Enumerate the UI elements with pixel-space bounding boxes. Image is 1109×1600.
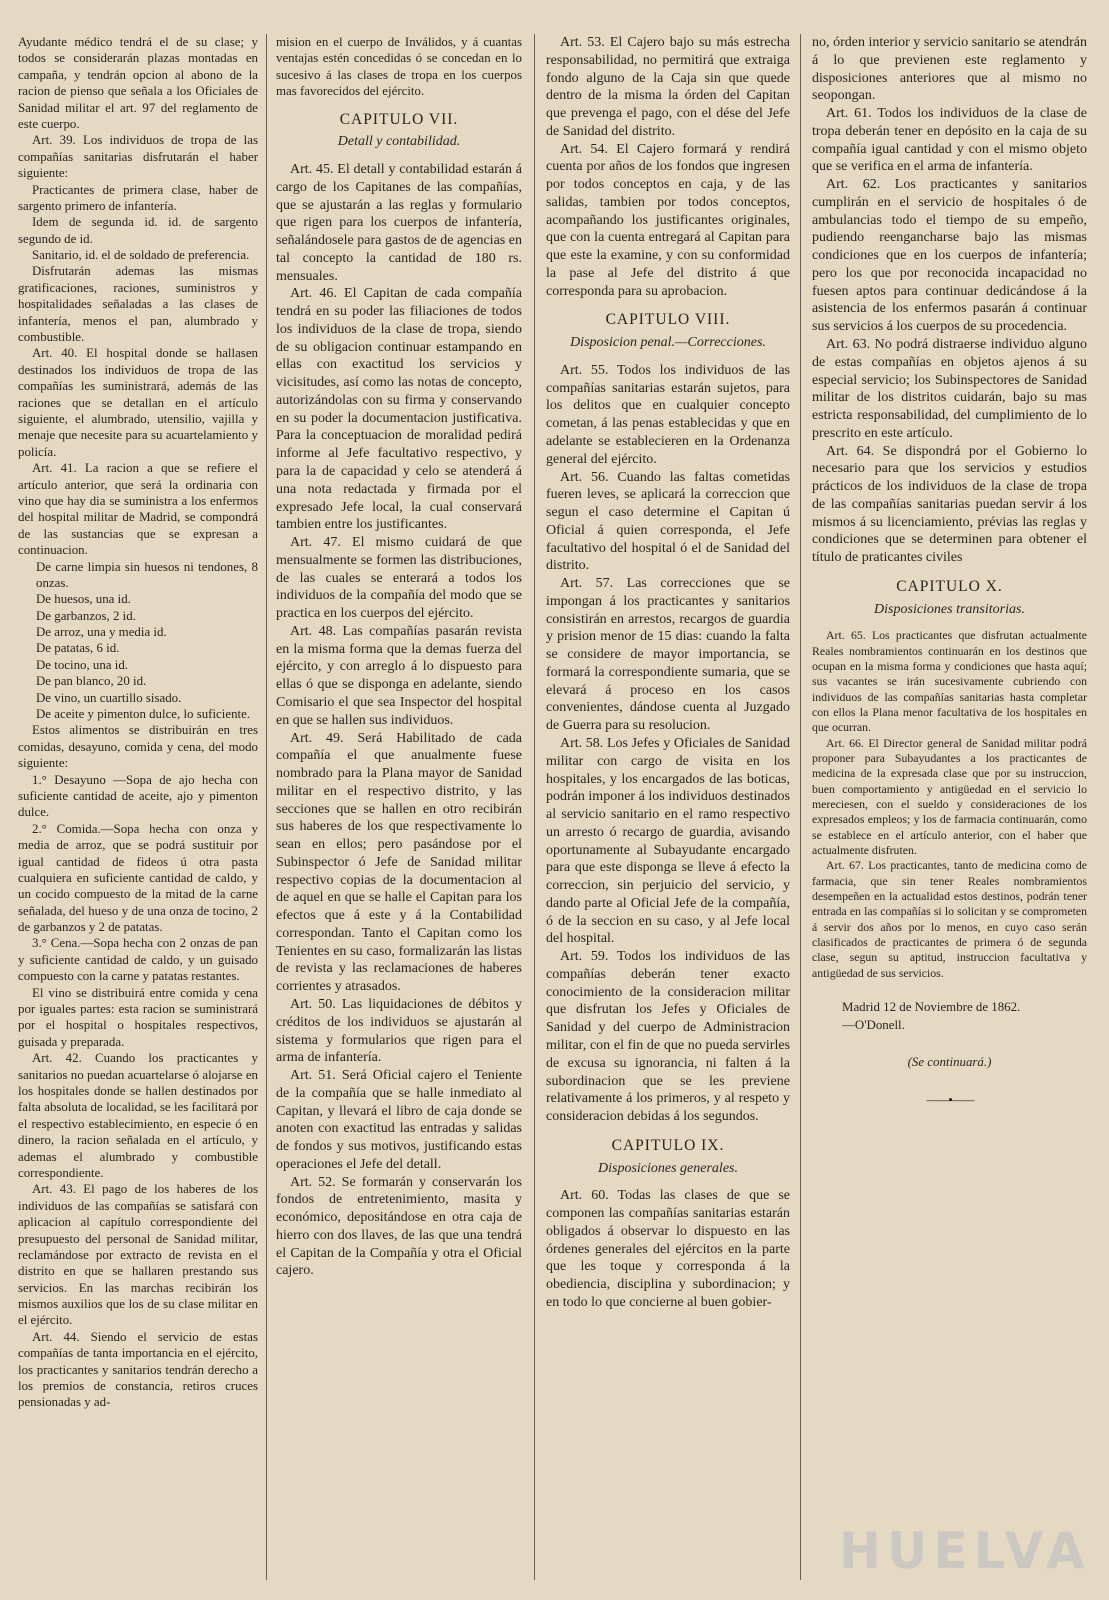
article-52: Art. 52. Se formarán y conservarán los fondos de entretenimiento, masita y económico, depositándose en otra caja de hierro con dos llaves, de las que una tendrá el Capitan de la Compañía y otra el Oficial cajero. (276, 1174, 522, 1279)
chapter-heading: CAPITULO X. (896, 577, 1003, 595)
paragraph: Idem de segunda id. id. de sargento segundo de id. (18, 215, 258, 246)
chapter-heading: CAPITULO IX. (611, 1136, 725, 1154)
article-56: Art. 56. Cuando las faltas cometidas fueren leves, se aplicará la correccion que segun el caso determine el Capitan ú Oficial á quien corresponda, el Jefe facultativo del hospital ó el de Sanidad del distrito. (546, 469, 790, 574)
paragraph: mision en el cuerpo de Inválidos, y á cuantas ventajas estén concedidas ó se concedan en lo sucesivo á las clases de tropa en los cuerpos mas favorecidos del ejército. (276, 35, 522, 99)
article-40: Art. 40. El hospital donde se hallasen destinados los individuos de tropa de las compañías les suministrará, además de las raciones que se detallan en el artículo siguiente, el alumbrado, utensilio, vajilla y menaje que necesite para su acuartelamiento y policía. (18, 346, 258, 459)
article-45: Art. 45. El detall y contabilidad estarán á cargo de los Capitanes de las compañías, que se ajustarán a las reglas y formulario que rigen para los cuerpos de infantería, señalándosele para gastos de de agencias en tal concepto la cantidad de 180 rs. mensuales. (276, 162, 522, 284)
article-55: Art. 55. Todos los individuos de las compañías sanitarias estarán sujetos, para los delitos que en cualquier concepto cometan, á las penas establecidas y que en adelante se establecieren en la Ordenanza general del ejército. (546, 362, 790, 467)
paragraph: Practicantes de primera clase, haber de sargento primero de infantería. (18, 182, 258, 213)
article-53: Art. 53. El Cajero bajo su más estrecha responsabilidad, no permitirá que extraiga fondo alguno de la Caja sin que quede dentro de la misma la órden del Capitan que prevenga el pago, con el dése del Jefe de Sanidad del distrito. (546, 35, 790, 139)
column-rule (800, 34, 801, 1580)
article-58: Art. 58. Los Jefes y Oficiales de Sanidad militar con cargo de visita en los hospitales, y los encargados de las boticas, podrán imponer á los individuos destinados al servicio sanitario en el ramo respectivo un arresto ó recargo de guardia, avisando oportunamente al Subayudante encargado para que este disponga se lleve á efecto la correccion, sin perjuicio del servicio, y dando parte al Oficial Jefe de la compañía, ó de la seccion en su caso, y al Jefe local del hospital. (546, 736, 790, 947)
article-41: Art. 41. La racion a que se refiere el artículo anterior, que será la ordinaria con vino que hay dia se suministra a los enfermos del hospital militar de Madrid, se compondrá de las sustancias que se expresan a continuacion. (18, 461, 258, 558)
article-57: Art. 57. Las correcciones que se impongan á los practicantes y sanitarios consistirán en arrestos, recargos de guardia y prision menor de 15 dias: cuando la falta se considere de mayor importancia, se formará la correspondiente sumaria, que se elevará á proceso en los casos convenientes, dándose cuenta al Juzgado de Guerra para su resolucion. (546, 576, 790, 734)
chapter-subtitle: Disposicion penal.—Correcciones. (570, 335, 766, 351)
article-49: Art. 49. Será Habilitado de cada compañía el que anualmente fuese nombrado para la Plana mayor de Sanidad militar en el respectivo distrito, y las secciones que se hallen en otro recibirán sus haberes de los que respectivamente lo sean en ellos; pero pasándose por el Subinspector ó Jefe de Sanidad militar respectivo copias de la documentacion al de aquel en que se halle el Capitan para los efectos que á este y á la Contabilidad correspondan. Tanto el Capitan como los Tenientes en su caso, formalizarán las listas de revista y las reclamaciones de haberes corrientes y atrasados. (276, 730, 522, 995)
column-4 (806, 34, 1093, 1580)
paragraph: 1.° Desayuno —Sopa de ajo hecha con suficiente cantidad de aceite, ajo y pimenton dulce. (18, 772, 258, 820)
article-63: Art. 63. No podrá distraerse individuo alguno de estas compañías en objetos ajenos á su especial servicio; los Subinspectores de Sanidad militar de los distritos cuidarán, bajo su mas estricta responsabilidad, del cumplimiento de lo prescrito en este artículo. (812, 337, 1087, 441)
list-item: De carne limpia sin huesos ni tendones, 8 onzas. (36, 559, 258, 590)
article-66: Art. 66. El Director general de Sanidad militar podrá proponer para Subayudantes a los practicantes de medicina de la expresada clase que por su instruccion, buen comportamiento y antigüedad en el servicio lo mereciesen, con el sueldo y consideraciones de los expresados empleos; y los de farmacia continuarán, como se establece en el artículo anterior, con el haber que actualmente disfruten. (812, 735, 1087, 857)
library-stamp: HUELVA (839, 1522, 1091, 1580)
chapter-heading: CAPITULO VII. (339, 110, 459, 128)
article-48: Art. 48. Las compañías pasarán revista en la misma forma que la demas fuerza del ejército, y con arreglo á lo dispuesto para ellas ó que se disponga en adelante, siendo Comisario el que sea Inspector del hospital en que se hallen sus individuos. (276, 623, 522, 728)
chapter-subtitle: Detall y contabilidad. (337, 134, 461, 150)
column-rule (266, 34, 267, 1580)
column-2 (270, 34, 528, 1580)
paragraph: Disfrutarán ademas las mismas gratificaciones, raciones, suministros y hospitalidades señaladas a las clases de infantería, menos el pan, alumbrado y combustible. (18, 264, 258, 345)
article-61: Art. 61. Todos los individuos de la clase de tropa deberán tener en depósito en la caja de su compañía igual cantidad y con el mismo objeto que se verifica en el arma de infantería. (812, 106, 1087, 175)
list-item: De garbanzos, 2 id. (36, 608, 136, 623)
ration-list (18, 559, 258, 723)
continued-note: (Se continuará.) (907, 1054, 992, 1069)
list-item: De patatas, 6 id. (36, 641, 120, 656)
article-67: Art. 67. Los practicantes, tanto de medicina como de farmacia, que sin tener Reales nombramientos desempeñen en la actualidad estos destinos, podrán tener entrada en las compañías si lo solicitan y se comprometen á servir dos años por lo menos, en cuyo caso serán clasificados de practicantes de primera ó de segunda clase, segun su aptitud, instruccion facultativa y antigüedad de sus servicios. (812, 858, 1087, 980)
paragraph: El vino se distribuirá entre comida y cena por iguales partes: esta racion se suministrará por el hospital o hospitales respectivos, guisada y preparada. (18, 985, 258, 1049)
signature-name: —O'Donell. (842, 1018, 905, 1033)
article-64: Art. 64. Se dispondrá por el Gobierno lo necesario para que los servicios y estudios prácticos de los individuos de la clase de tropa de las compañías sanitarias puedan servir á los mismos á su licenciamiento, prévias las reglas y condiciones que se determinen para obtener el título de praticantes civiles (812, 443, 1087, 566)
article-39: Art. 39. Los individuos de tropa de las compañías sanitarias disfrutarán el haber siguiente: (18, 133, 258, 181)
paragraph: 2.° Comida.—Sopa hecha con onza y media de arroz, que se podrá sustituir por igual cantidad de fideos ú otra pasta cualquiera en suficiente cantidad de caldo, y un cocido compuesto de la mitad de la carne señalada, del hueso y de una onza de tocino, 2 de garbanzos y 2 de patatas. (18, 821, 258, 935)
list-item: De aceite y pimenton dulce, lo suficiente. (36, 707, 251, 722)
article-42: Art. 42. Cuando los practicantes y sanitarios no puedan acuartelarse ó alojarse en los hospitales donde se hallen destinados por falta absoluta de localidad, se les facilitará por el respectivo establecimiento, en especie ó en dinero, la racion señalada en el artículo, y ademas el alumbrado y combustible correspondiente. (18, 1051, 258, 1180)
paragraph: Sanitario, id. el de soldado de preferencia. (32, 248, 250, 263)
signature-date: Madrid 12 de Noviembre de 1862. (842, 999, 1021, 1014)
article-43: Art. 43. El pago de los haberes de los individuos de las compañías se satisfará con aplicacion al capítulo correspondiente del presupuesto del personal de Sanidad militar, reclamándose por extracto de revista en el distrito en que se hallaren prestando sus servicios. En las marchas recibirán los mismos auxilios que los de su clase militar en el ejército. (18, 1182, 258, 1328)
article-59: Art. 59. Todos los individuos de las compañías deberán tener exacto conocimiento de la consideracion militar que disfrutan los Jefes y Oficiales de Sanidad y del cuerpo de Administracion militar, con el fin de que no pueda servirles de excusa su ignorancia, ni falten á la subordinacion que se les previene relativamente á los primeros, y al respeto y consideracion debidas á los segundos. (546, 949, 790, 1125)
article-54: Art. 54. El Cajero formará y rendirá cuenta por años de los fondos que ingresen por todos conceptos en caja, y de las salidas, tambien por todos conceptos, acompañando los justificantes originales, que con la cuenta entregará al Capitan para que este la examine, y con su conformidad la pase al Jefe del distrito á que corresponda para su aprobacion. (546, 141, 790, 299)
chapter-subtitle: Disposiciones generales. (598, 1160, 738, 1176)
article-65: Art. 65. Los practicantes que disfrutan actualmente Reales nombramientos continuarán en los destinos que ocupan en la misma forma y condiciones que hasta aquí; sus vacantes se irán sucesivamente cubriendo con individuos de las compañías sanitarias hasta completar con ellos la Plana menor facultativa de los hospitales en que ocurran. (812, 628, 1087, 735)
ornament: ——•—— (926, 1093, 973, 1108)
article-44: Art. 44. Siendo el servicio de estas compañías de tanta importancia en el ejército, los practicantes y sanitarios tendrán derecho a los premios de constancia, retiros cruces pensionadas y ad- (18, 1329, 258, 1410)
column-3 (540, 34, 796, 1580)
paragraph: 3.° Cena.—Sopa hecha con 2 onzas de pan y suficiente cantidad de caldo, y un guisado compuesto con la carne y patatas restantes. (18, 936, 258, 984)
list-item: De pan blanco, 20 id. (36, 674, 147, 689)
list-item: De tocino, una id. (36, 657, 129, 672)
column-1 (12, 34, 264, 1580)
paragraph: Estos alimentos se distribuirán en tres comidas, desayuno, comida y cena, del modo siguiente: (18, 723, 258, 771)
list-item: De vino, un cuartillo sisado. (36, 690, 182, 705)
article-51: Art. 51. Será Oficial cajero el Teniente de la compañía que se halle inmediato al Capitan, y llevará el libro de caja donde se anoten con exactitud las entradas y salidas de fondos y sus motivos, justificando estas operaciones el Jefe del detall. (276, 1068, 522, 1172)
article-60: Art. 60. Todas las clases de que se componen las compañías sanitarias estarán obligados á observar lo dispuesto en las órdenes generales del ejércitos en la parte que les toque y corresponda á la obediencia, disciplina y subordinacion; y en todo lo que concierne al buen gobier- (546, 1188, 790, 1310)
paragraph: no, órden interior y servicio sanitario se atendrán á lo que previenen este reglamento y disposiciones anteriores que al mismo no seopongan. (812, 35, 1087, 104)
column-rule (534, 34, 535, 1580)
chapter-heading: CAPITULO VIII. (605, 311, 731, 329)
chapter-subtitle: Disposiciones transitorias. (874, 601, 1025, 617)
article-62: Art. 62. Los practicantes y sanitarios cumplirán en el servicio de hospitales ó de ambulancias todo el tiempo de su empeño, pudiendo reengancharse bajo las mismas condiciones que en los cuerpos de infantería; pero los que por reconocida incapacidad no fuesen aptos para continuar dedicándose á la asistencia de los enfermos pasarán á continuar sus servicios á los cuerpos de su procedencia. (812, 177, 1087, 335)
list-item: De huesos, una id. (36, 592, 131, 607)
list-item: De arroz, una y media id. (36, 625, 167, 640)
paragraph: Ayudante médico tendrá el de su clase; y todos se considerarán plazas montadas en campaña, y tendrán opcion al abono de la racion de pienso que señala a los Oficiales de Sanidad militar el art. 97 del reglamento de este cuerpo. (18, 35, 258, 131)
article-47: Art. 47. El mismo cuidará de que mensualmente se formen las distribuciones, de las cuales se enterará a todos los individuos de la compañía del modo que se practica en los cuerpos del ejército. (276, 535, 522, 622)
article-50: Art. 50. Las liquidaciones de débitos y créditos de los individuos se ajustarán al sistema y formularios que rigen para el arma de infantería. (276, 996, 522, 1066)
article-46: Art. 46. El Capitan de cada compañía tendrá en su poder las filiaciones de todos los individuos de la clase de tropa, siendo de su obligacion continuar estampando en ellas con exactitud los servicios y vicisitudes, así como las notas de concepto, autorizándolas con su firma y conservando en su poder la documentacion justificativa. Para la conceptuacion de moralidad pedirá informe al Jefe facultativo respectivo, y para la de capacidad y celo se atenderá á una nota redactada y firmada por el expresado Jefe local, la cual conservará tambien entre los justificantes. (276, 286, 522, 533)
